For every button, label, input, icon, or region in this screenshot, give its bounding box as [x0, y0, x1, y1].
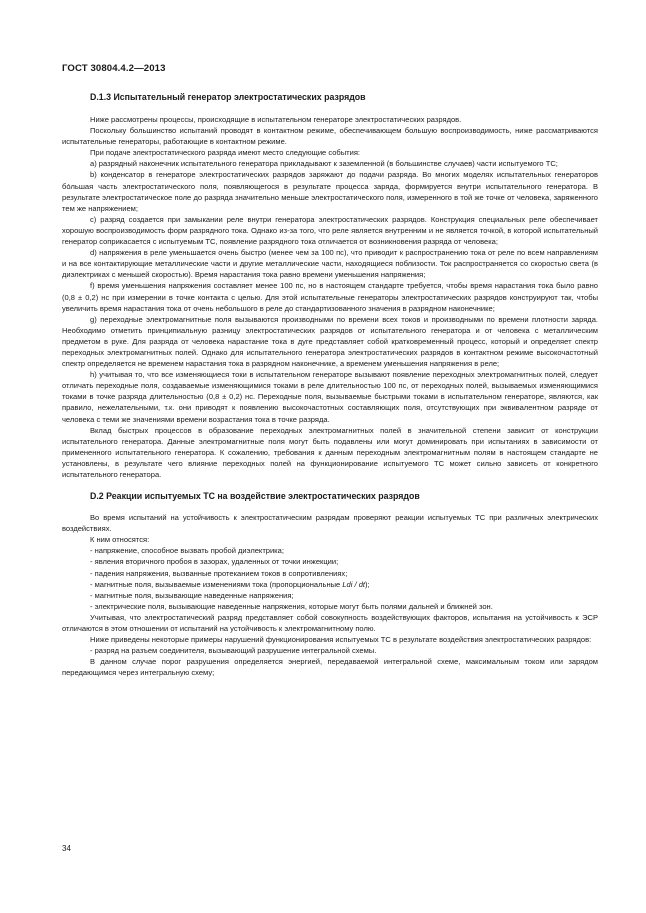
- paragraph: Во время испытаний на устойчивость к электростатическим разрядам проверяют реакции испытуемых ТС при различных электрических воздействиях.: [62, 513, 598, 534]
- list-item: - электрические поля, вызывающие наведенные напряжения, которые могут быть полями дальней и ближней зон.: [90, 601, 493, 611]
- list-item: - явления вторичного пробоя в зазорах, удаленных от точки инжекции;: [90, 557, 339, 567]
- list-item: [62, 579, 598, 590]
- list-item-f: f) время уменьшения напряжения составляет менее 100 пс, но в настоящем стандарте требуется, чтобы время нарастания тока было равно (0,8 ± 0,2) нс при измерении в точке контакта с целью. Для этой испытательные генераторы электростатических разрядов конструируют так, чтобы увеличить время нарастания тока от очень небольшого в реле до стандартизованного значения в разрядном наконечнике;: [62, 281, 598, 313]
- formula-tail: );: [365, 579, 370, 589]
- paragraph: Ниже рассмотрены процессы, происходящие в испытательном генераторе электростатических разрядов.: [90, 115, 462, 124]
- formula: Ldi / dt: [342, 579, 366, 589]
- page-number: 34: [62, 844, 71, 853]
- section-title-d2: D.2 Реакции испытуемых ТС на воздействие электростатических разрядов: [90, 491, 420, 502]
- paragraph: В данном случае порог разрушения определяется энергией, передаваемой интегральной схеме, максимальным током или зарядом передающимся через интегральную схему;: [62, 657, 598, 678]
- document-body: [62, 91, 598, 679]
- list-item-g: g) переходные электромагнитные поля вызываются производными по времени всех токов и производными по времени плотности заряда. Необходимо отметить принципиальную разницу электростатических разрядов от испытательного генератора и от человека с металлическим предметом в руке. Для разряда от человека нарастание тока в дуге представляет собой кратковременный процесс, который и определяет спектр переходных электромагнитных полей. Однако для испытательного генератора электростатических разрядов в контактном режиме высокочастотный спектр определяется не временем нарастания тока в разрядном наконечнике, а временем уменьшения напряжения в реле;: [62, 314, 598, 369]
- list-item-a: a) разрядный наконечник испытательного генератора прикладывают к заземленной (в большинстве случаев) части испытуемого ТС;: [90, 159, 558, 169]
- list-item: - напряжение, способное вызвать пробой диэлектрика;: [90, 546, 284, 556]
- list-item: - разряд на разъем соединителя, вызывающий разрушение интегральной схемы.: [90, 646, 377, 656]
- paragraph: Ниже приведены некоторые примеры нарушений функционирования испытуемых ТС в результате воздействия электростатических разрядов:: [90, 635, 592, 645]
- list-item: - падения напряжения, вызванные протеканием токов в сопротивлениях;: [90, 568, 348, 578]
- list-item-text: - магнитные поля, вызываемые изменениями тока (пропорциональные: [90, 579, 343, 589]
- document-header: ГОСТ 30804.4.2—2013: [62, 63, 166, 74]
- paragraph: К ним относятся:: [90, 535, 150, 545]
- list-item-d: d) напряжения в реле уменьшается очень быстро (менее чем за 100 пс), что приводит к распространению тока от реле по всем направлениям и на все контактирующие металлические части и другие металлические части, находящиеся поблизости. Ток распространяется со скоростью света (в диэлектриках с меньшей скоростью). Время нарастания тока равно времени уменьшения напряжения;: [62, 248, 598, 280]
- paragraph: Вклад быстрых процессов в образование переходных электромагнитных полей в значительной степени зависит от конструкции испытательного генератора. Данные электромагнитные поля могут быть подавлены или могут доминировать при испытаниях в зависимости от примененного испытательного генератора. К сожалению, требования к данным переходным электромагнитным полям в настоящем стандарте не установлены, в результате чего влияние переходных полей на функционирование испытуемого ТС может сильно зависеть от конкретного испытательного генератора.: [62, 425, 598, 479]
- list-item: - магнитные поля, вызывающие наведенные напряжения;: [90, 590, 294, 600]
- list-item-h: h) учитывая то, что все изменяющиеся токи в испытательном генераторе вызывают появление переходных электромагнитных полей, следует отличать переходные поля, создаваемые изменяющимися токами в реле длительностью 100 пс, от переходных полей, вызываемых изменяющимися токами в точке разряда длительностью (0,8 ± 0,2) нс. Переходные поля, вызываемые быстрыми токами в испытательном генераторе, являются, как правило, нежелательными, т.к. они приводят к появлению высокочастотных составляющих поля, отсутствующих при эквивалентном разряде от человека с теми же значениями времени возрастания тока в точке разряда.: [62, 370, 598, 424]
- paragraph: Учитывая, что электростатический разряд представляет собой совокупность воздействующих факторов, испытания на устойчивость к ЭСР отличаются в этом отношении от испытаний на устойчивость к электромагнитному полю.: [62, 612, 598, 634]
- paragraph: При подаче электростатического разряда имеют место следующие события:: [90, 148, 361, 158]
- section-title-d13: D.1.3 Испытательный генератор электростатических разрядов: [90, 92, 366, 102]
- list-item-c: c) разряд создается при замыкании реле внутри генератора электростатических разрядов. Конструкция специальных реле обеспечивает хорошую воспроизводимость форм разрядного тока. Однако из-за того, что реле является внутренним и не является точкой, в которой испытательный генератор соприкасается с испытуемым ТС, появление разрядного тока отличается от возникновения разряда от человека;: [62, 214, 598, 247]
- paragraph: Поскольку большинство испытаний проводят в контактном режиме, обеспечивающем большую воспроизводимость, ниже рассматриваются испытательные генераторы, работающие в контактном режиме.: [62, 126, 598, 147]
- list-item-b: b) конденсатор в генераторе электростатических разрядов заряжают до подачи разряда. Во многих моделях испытательных генераторов бо́льшая часть электростатического поля, появляющегося в результате процесса заряда, формируется внутри испытательного генератора. В результате электростатическое поле до разряда значительно меньше электростатического поля, измеренного в той же точке от человека, заряженного тем же напряжением;: [62, 170, 598, 213]
